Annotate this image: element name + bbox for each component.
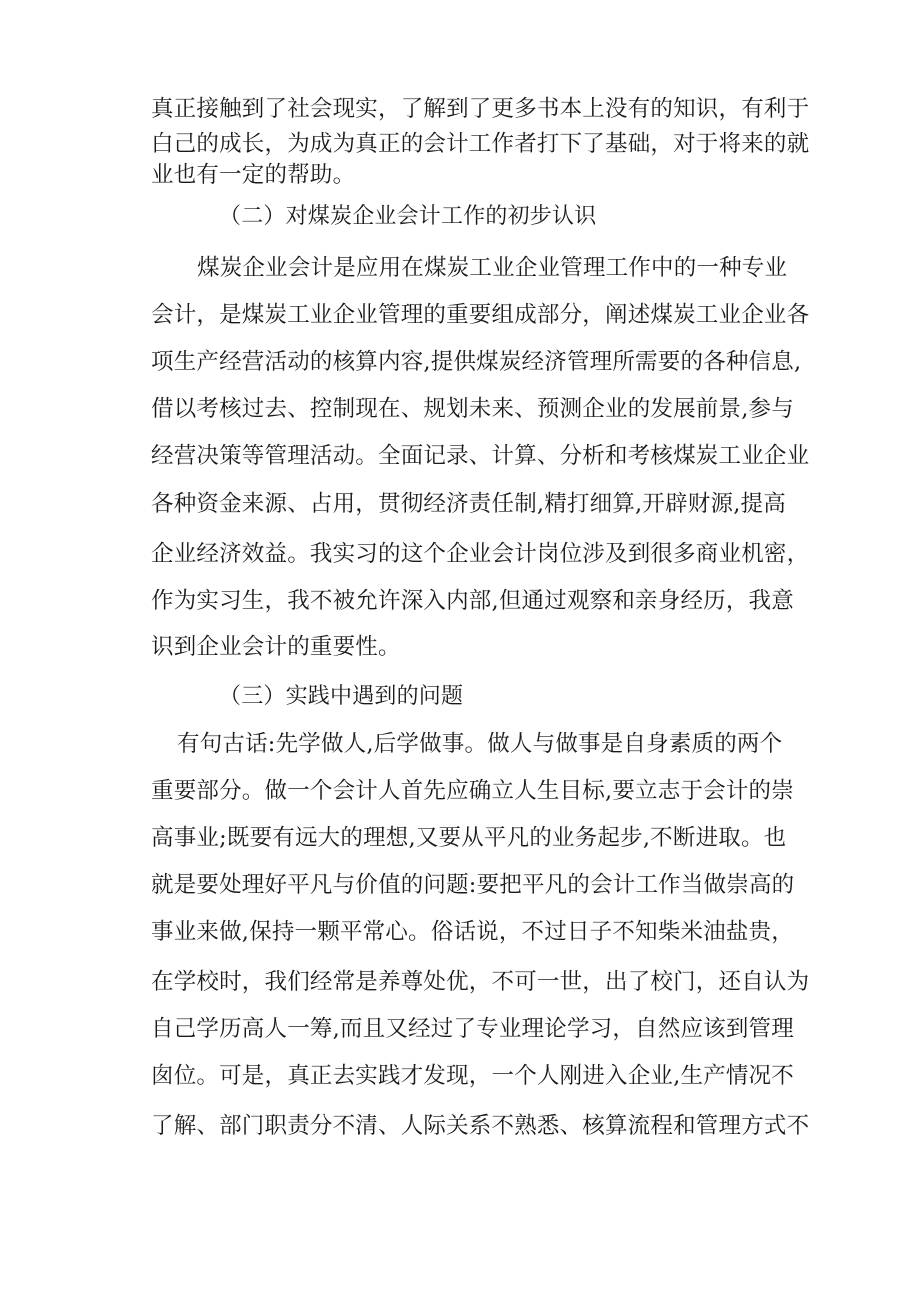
text-line: 经营决策等管理活动。全面记录、计算、分析和考核煤炭工业企业	[151, 443, 810, 469]
text-line: 就是要处理好平凡与价值的问题:要把平凡的会计工作当做崇高的	[151, 872, 795, 898]
paragraph-first-line: 有句古话:先学做人,后学做事。做人与做事是自身素质的两个	[177, 731, 783, 757]
text-line: 企业经济效益。我实习的这个企业会计岗位涉及到很多商业机密，	[151, 541, 810, 567]
text-line: 作为实习生，我不被允许深入内部,但通过观察和亲身经历，我意	[151, 588, 794, 614]
text-line: 各种资金来源、占用，贯彻经济责任制,精打细算,开辟财源,提高	[151, 491, 786, 517]
text-line: 事业来做,保持一颗平常心。俗话说，不过日子不知柴米油盐贵，	[151, 919, 794, 945]
section-heading-2: （二）对煤炭企业会计工作的初步认识	[219, 204, 597, 229]
text-line: 高事业;既要有远大的理想,又要从平凡的业务起步,不断进取。也	[151, 825, 787, 851]
section-heading-3: （三）实践中遇到的问题	[219, 684, 464, 709]
text-line: 在学校时，我们经常是养尊处优，不可一世，出了校门，还自认为	[151, 969, 810, 995]
text-line: 囱位。可是，真正去实践才发现，一个人刚进入企业,生产情况不	[151, 1063, 794, 1089]
text-line: 业也有一定的帮助。	[151, 162, 356, 188]
text-line: 会计，是煤炭工业企业管理的重要组成部分，阐述煤炭工业企业各	[151, 302, 810, 328]
text-line: 了解、部门职责分不清、人际关系不熟悉、核算流程和管理方式不	[151, 1113, 810, 1139]
text-line: 项生产经营活动的核算内容,提供煤炭经济管理所需要的各种信息,	[151, 349, 802, 375]
text-line: 白己的成长，为成为真正的会计工作者打下了基础，对于将来的就	[151, 131, 810, 157]
text-line: 真正接触到了社会现实，了解到了更多书本上没有的知识，有利于	[151, 96, 810, 122]
paragraph-first-line: 煤炭企业会计是应用在煤炭工业企业管理工作中的一种专业	[197, 255, 788, 281]
text-line: 借以考核过去、控制现在、规划未来、预测企业的发展前景,参与	[151, 396, 794, 422]
text-line: 识到企业会计的重要性。	[151, 634, 401, 660]
text-line: 重要部分。做一个会计人首先应确立人生目标,要立志于会计的崇	[151, 778, 794, 804]
text-line: 自己学历高人一筹,而且又经过了专业理论学习，自然应该到管理	[151, 1016, 794, 1042]
